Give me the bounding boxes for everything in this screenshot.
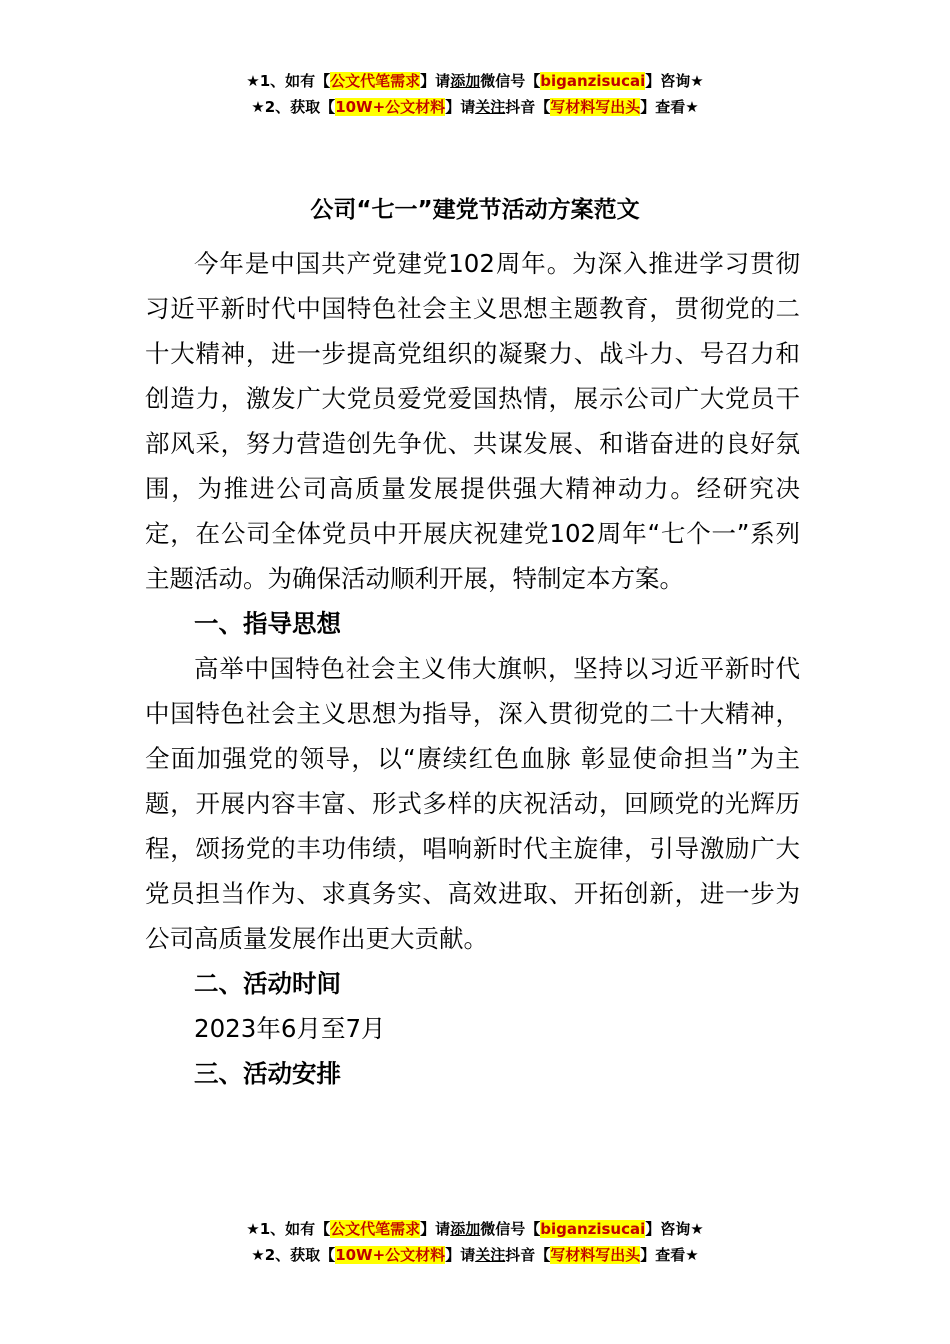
intro-paragraph: 今年是中国共产党建党102周年。为深入推进学习贯彻习近平新时代中国特色社会主义思想主题教育，贯彻党的二十大精神，进一步提高党组织的凝聚力、战斗力、号召力和创造力，激发广大党员爱党爱国热情，展示公司广大党员干部风采，努力营造创先争优、共谋发展、和谐奋进的良好氛围，为推进公司高质量发展提供强大精神动力。经研究决定，在公司全体党员中开展庆祝建党102周年“七个一”系列主题活动。为确保活动顺利开展，特制定本方案。 [145, 249, 800, 593]
header-banner [0, 68, 950, 120]
section-heading-2: 二、活动时间 [194, 969, 341, 998]
banner-text: 】咨询★ [645, 72, 704, 90]
banner-text: 】查看★ [640, 98, 699, 116]
banner-text: ★2、获取【 [251, 98, 336, 116]
highlight-text: 公文代笔需求 [330, 1220, 421, 1238]
highlight-text: 写材料写出头 [550, 98, 641, 116]
banner-text: 抖音【 [505, 98, 551, 116]
banner-line-2 [0, 1242, 950, 1268]
banner-line-1 [0, 1216, 950, 1242]
highlight-text: 公文代笔需求 [330, 72, 421, 90]
banner-text: 微信号【 [480, 72, 541, 90]
banner-text: 】请 [445, 1246, 476, 1264]
underlined-text: 关注 [475, 1246, 506, 1264]
banner-text: ★1、如有【 [246, 72, 331, 90]
banner-text: 抖音【 [505, 1246, 551, 1264]
highlight-text: biganzisucai [540, 72, 646, 90]
banner-text: ★2、获取【 [251, 1246, 336, 1264]
banner-line-2 [0, 94, 950, 120]
banner-text: ★1、如有【 [246, 1220, 331, 1238]
section-heading-3: 三、活动安排 [194, 1059, 341, 1088]
highlight-text: 10W+公文材料 [335, 1246, 446, 1264]
banner-line-1 [0, 68, 950, 94]
banner-text: 微信号【 [480, 1220, 541, 1238]
underlined-text: 关注 [475, 98, 506, 116]
highlight-text: biganzisucai [540, 1220, 646, 1238]
banner-text: 】请 [420, 1220, 451, 1238]
section-heading-1: 一、指导思想 [194, 609, 341, 638]
section-paragraph-1: 高举中国特色社会主义伟大旗帜，坚持以习近平新时代中国特色社会主义思想为指导，深入贯彻党的二十大精神，全面加强党的领导，以“赓续红色血脉 彰显使命担当”为主题，开展内容丰富、形式多样的庆祝活动，回顾党的光辉历程，颂扬党的丰功伟绩，唱响新时代主旋律，引导激励广大党员担当作为、求真务实、高效进取、开拓创新，进一步为公司高质量发展作出更大贡献。 [145, 654, 800, 953]
banner-text: 】请 [420, 72, 451, 90]
banner-text: 】请 [445, 98, 476, 116]
banner-text: 】咨询★ [645, 1220, 704, 1238]
document-title: 公司“七一”建党节活动方案范文 [310, 197, 640, 223]
document-body [145, 241, 800, 1096]
banner-text: 】查看★ [640, 1246, 699, 1264]
underlined-text: 添加 [450, 72, 481, 90]
footer-banner [0, 1216, 950, 1268]
underlined-text: 添加 [450, 1220, 481, 1238]
highlight-text: 10W+公文材料 [335, 98, 446, 116]
highlight-text: 写材料写出头 [550, 1246, 641, 1264]
section-paragraph-2: 2023年6月至7月 [194, 1014, 386, 1043]
